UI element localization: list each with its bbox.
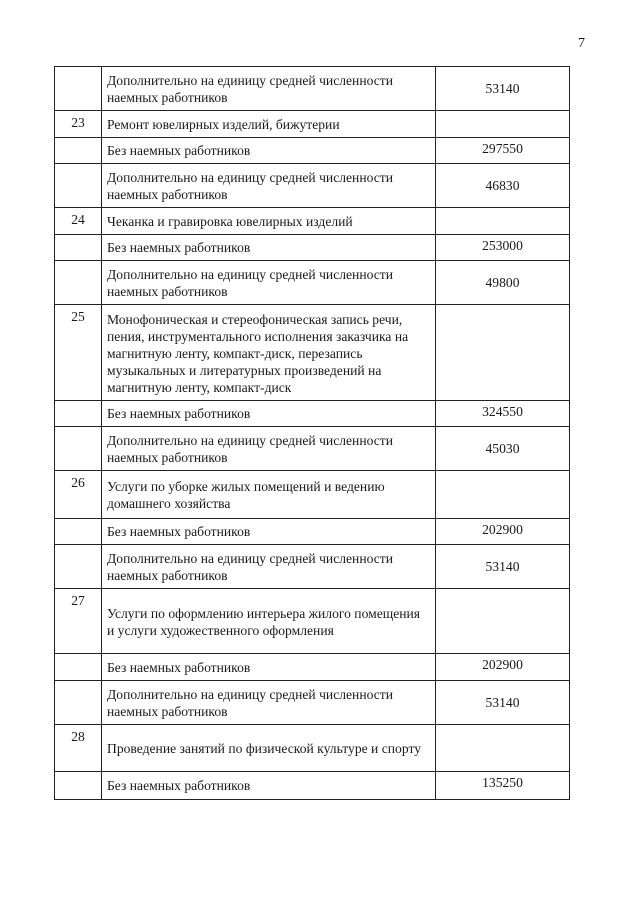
table-row — [55, 427, 570, 471]
table-row — [55, 725, 570, 772]
row-number: 26 — [55, 471, 102, 519]
row-value: 202900 — [436, 654, 570, 681]
page-number: 7 — [578, 36, 585, 51]
table-row — [55, 654, 570, 681]
row-description: Без наемных работников — [102, 519, 436, 545]
row-value: 49800 — [436, 261, 570, 305]
row-description: Дополнительно на единицу средней численности наемных работников — [102, 545, 436, 589]
row-description: Проведение занятий по физической культуре и спорту — [102, 725, 436, 772]
row-value: 324550 — [436, 401, 570, 427]
row-description: Дополнительно на единицу средней численности наемных работников — [102, 164, 436, 208]
row-number — [55, 427, 102, 471]
row-number: 23 — [55, 111, 102, 138]
row-description: Дополнительно на единицу средней численности наемных работников — [102, 67, 436, 111]
table-row — [55, 519, 570, 545]
row-description: Дополнительно на единицу средней численности наемных работников — [102, 261, 436, 305]
row-number — [55, 67, 102, 111]
table-row — [55, 111, 570, 138]
row-number — [55, 164, 102, 208]
table-row — [55, 772, 570, 800]
row-number — [55, 654, 102, 681]
row-value — [436, 471, 570, 519]
row-description: Ремонт ювелирных изделий, бижутерии — [102, 111, 436, 138]
row-value — [436, 305, 570, 401]
row-description: Услуги по оформлению интерьера жилого помещения и услуги художественного оформления — [102, 589, 436, 654]
table-row — [55, 545, 570, 589]
row-value — [436, 725, 570, 772]
row-number — [55, 401, 102, 427]
row-number — [55, 261, 102, 305]
table-row — [55, 305, 570, 401]
table-row — [55, 261, 570, 305]
row-description: Без наемных работников — [102, 772, 436, 800]
row-value: 202900 — [436, 519, 570, 545]
row-description: Монофоническая и стереофоническая запись речи, пения, инструментального исполнения заказчика на магнитную ленту, компакт-диск, перезапись музыкальных и литературных произведений на магнитную ленту, компакт-диск — [102, 305, 436, 401]
table-row — [55, 208, 570, 235]
row-value — [436, 589, 570, 654]
table-row — [55, 681, 570, 725]
row-description: Без наемных работников — [102, 138, 436, 164]
row-number — [55, 681, 102, 725]
row-description: Без наемных работников — [102, 401, 436, 427]
table-row — [55, 164, 570, 208]
table-row — [55, 589, 570, 654]
row-description: Дополнительно на единицу средней численности наемных работников — [102, 427, 436, 471]
table-row — [55, 471, 570, 519]
row-number — [55, 235, 102, 261]
row-value: 53140 — [436, 67, 570, 111]
row-description: Без наемных работников — [102, 654, 436, 681]
row-description: Услуги по уборке жилых помещений и ведению домашнего хозяйства — [102, 471, 436, 519]
table-row — [55, 138, 570, 164]
row-description: Дополнительно на единицу средней численности наемных работников — [102, 681, 436, 725]
row-value — [436, 208, 570, 235]
table-row — [55, 67, 570, 111]
row-number: 24 — [55, 208, 102, 235]
row-value — [436, 111, 570, 138]
row-value: 135250 — [436, 772, 570, 800]
row-value: 45030 — [436, 427, 570, 471]
row-number — [55, 545, 102, 589]
row-value: 253000 — [436, 235, 570, 261]
row-number — [55, 138, 102, 164]
row-number: 27 — [55, 589, 102, 654]
row-number: 25 — [55, 305, 102, 401]
row-number — [55, 772, 102, 800]
row-number: 28 — [55, 725, 102, 772]
row-value: 46830 — [436, 164, 570, 208]
row-value: 53140 — [436, 681, 570, 725]
tariff-table — [54, 66, 570, 800]
table-row — [55, 235, 570, 261]
row-number — [55, 519, 102, 545]
row-value: 53140 — [436, 545, 570, 589]
row-description: Чеканка и гравировка ювелирных изделий — [102, 208, 436, 235]
row-description: Без наемных работников — [102, 235, 436, 261]
table-row — [55, 401, 570, 427]
row-value: 297550 — [436, 138, 570, 164]
